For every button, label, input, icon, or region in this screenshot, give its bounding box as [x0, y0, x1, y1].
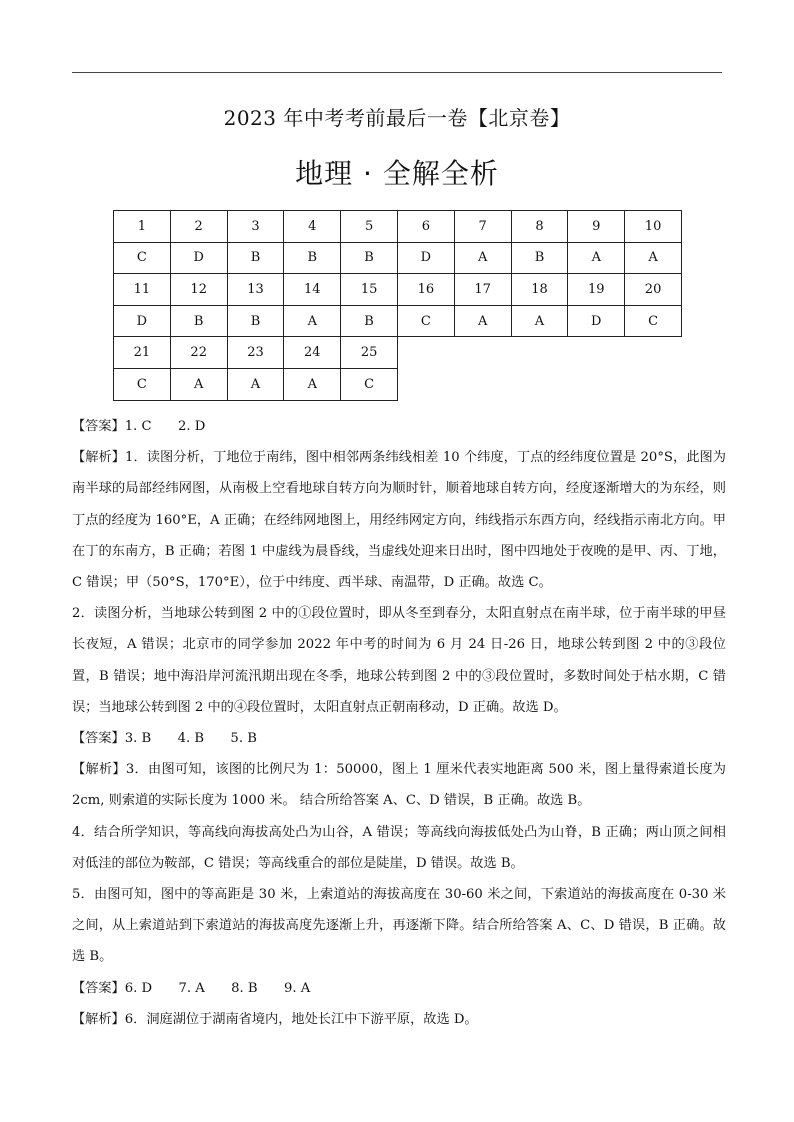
question-number-cell: 9	[568, 211, 625, 243]
question-number-cell: 15	[341, 274, 398, 306]
question-number-cell: 7	[454, 211, 511, 243]
top-rule	[72, 72, 722, 73]
answer-letter-cell: A	[511, 305, 568, 337]
document-subtitle: 地理 · 全解全析	[295, 157, 499, 190]
answer-letter-cell: B	[227, 305, 284, 337]
question-number-cell: 6	[397, 211, 454, 243]
question-number-cell: 13	[227, 274, 284, 306]
answer-letter-cell: D	[568, 305, 625, 337]
answer-letter-cell: D	[397, 242, 454, 274]
empty-cell	[397, 368, 454, 400]
answer-letter-cell: B	[341, 305, 398, 337]
answer-letter-cell: C	[397, 305, 454, 337]
answer-table	[113, 210, 682, 401]
question-number-cell: 11	[114, 274, 171, 306]
answer-letter-cell: C	[114, 368, 171, 400]
answer-analysis-content	[72, 411, 726, 1035]
question-number-cell: 10	[625, 211, 682, 243]
answer-letter-cell: A	[227, 368, 284, 400]
question-number-cell: 16	[397, 274, 454, 306]
answer-letter-cell: A	[170, 368, 227, 400]
answer-letter-cell: B	[170, 305, 227, 337]
analysis-paragraph: 2．读图分析，当地球公转到图 2 中的①段位置时，即从冬至到春分，太阳直射点在南半球，位于南半球的甲昼长夜短，A 错误；北京市的同学参加 2022 年中考的时间为 6 月 24 日-26 日，地球公转到图 2 中的③段位置，B 错误；地中海沿岸河流汛期出现在冬季，地球公转到图 2 中的③段位置时，多数时间处于枯水期，C 错误；当地球公转到图 2 中的④段位置时，太阳直射点正朝南移动，D 正确。故选 D。	[72, 606, 726, 715]
answer-letter-cell: B	[511, 242, 568, 274]
question-number-cell: 5	[341, 211, 398, 243]
analysis-paragraph: 【解析】1．读图分析，丁地位于南纬，图中相邻两条纬线相差 10 个纬度，丁点的经纬度位置是 20°S，此图为南半球的局部经纬网图，从南极上空看地球自转方向为顺时针，顺着地球自转方向，经度逐渐增大的为东经，则丁点的经度为 160°E，A 正确；在经纬网地图上，用经纬网定方向，纬线指示东西方向，经线指示南北方向。甲在丁的东南方，B 正确；若图 1 中虚线为晨昏线，当虚线处迎来日出时，图中四地处于夜晚的是甲、丙、丁地，C 错误；甲（50°S，170°E），位于中纬度、西半球、南温带，D 正确。故选 C。	[72, 450, 726, 591]
empty-cell	[511, 337, 568, 369]
answer-letter-row	[114, 305, 682, 337]
question-number-cell: 1	[114, 211, 171, 243]
answer-letter-cell: A	[284, 368, 341, 400]
analysis-paragraph: 4．结合所学知识，等高线向海拔高处凸为山谷，A 错误；等高线向海拔低处凸为山脊，B 正确；两山顶之间相对低洼的部位为鞍部，C 错误；等高线重合的部位是陡崖，D 错误。故选 B。	[72, 824, 726, 871]
answer-letter-cell: B	[227, 242, 284, 274]
question-number-cell: 20	[625, 274, 682, 306]
question-number-cell: 21	[114, 337, 171, 369]
answer-letter-cell: D	[114, 305, 171, 337]
analysis-paragraph: 【解析】6．洞庭湖位于湖南省境内，地处长江中下游平原，故选 D。	[72, 1011, 478, 1027]
empty-cell	[511, 368, 568, 400]
answer-letter-cell: A	[454, 242, 511, 274]
analysis-paragraph: 5．由图可知，图中的等高距是 30 米，上索道站的海拔高度在 30-60 米之间，下索道站的海拔高度在 0-30 米之间，从上索道站到下索道站的海拔高度先逐渐上升，再逐渐下降。结合所给答案 A、C、D 错误，B 正确。故选 B。	[72, 887, 726, 965]
answer-letter-cell: A	[568, 242, 625, 274]
document-title: 2023 年中考考前最后一卷【北京卷】	[223, 106, 571, 130]
answer-letter-cell: A	[454, 305, 511, 337]
question-number-cell: 17	[454, 274, 511, 306]
answer-letter-row	[114, 368, 682, 400]
answer-line: 【答案】3. B 4. B 5. B	[72, 731, 257, 747]
question-number-cell: 18	[511, 274, 568, 306]
answer-line: 【答案】1. C 2. D	[72, 419, 206, 434]
answer-letter-cell: A	[625, 242, 682, 274]
question-number-cell: 24	[284, 337, 341, 369]
question-number-cell: 2	[170, 211, 227, 243]
answer-letter-cell: A	[284, 305, 341, 337]
answer-letter-cell: C	[341, 368, 398, 400]
question-number-row	[114, 337, 682, 369]
answer-letter-cell: C	[114, 242, 171, 274]
answer-line: 【答案】6. D 7. A 8. B 9. A	[72, 980, 311, 996]
question-number-row	[114, 274, 682, 306]
question-number-cell: 12	[170, 274, 227, 306]
analysis-paragraph: 【解析】3．由图可知，该图的比例尺为 1：50000，图上 1 厘米代表实地距离 500 米，图上量得索道长度为 2cm, 则索道的实际长度为 1000 米。 结合所给答案 A、C、D 错误，B 正确。故选 B。	[72, 762, 726, 809]
empty-cell	[568, 368, 625, 400]
question-number-row	[114, 211, 682, 243]
empty-cell	[625, 368, 682, 400]
question-number-cell: 25	[341, 337, 398, 369]
question-number-cell: 3	[227, 211, 284, 243]
answer-letter-cell: C	[625, 305, 682, 337]
answer-letter-cell: B	[341, 242, 398, 274]
question-number-cell: 14	[284, 274, 341, 306]
empty-cell	[568, 337, 625, 369]
question-number-cell: 19	[568, 274, 625, 306]
answer-letter-row	[114, 242, 682, 274]
question-number-cell: 22	[170, 337, 227, 369]
empty-cell	[454, 337, 511, 369]
answer-letter-cell: D	[170, 242, 227, 274]
empty-cell	[397, 337, 454, 369]
question-number-cell: 8	[511, 211, 568, 243]
empty-cell	[454, 368, 511, 400]
question-number-cell: 23	[227, 337, 284, 369]
question-number-cell: 4	[284, 211, 341, 243]
answer-letter-cell: B	[284, 242, 341, 274]
empty-cell	[625, 337, 682, 369]
